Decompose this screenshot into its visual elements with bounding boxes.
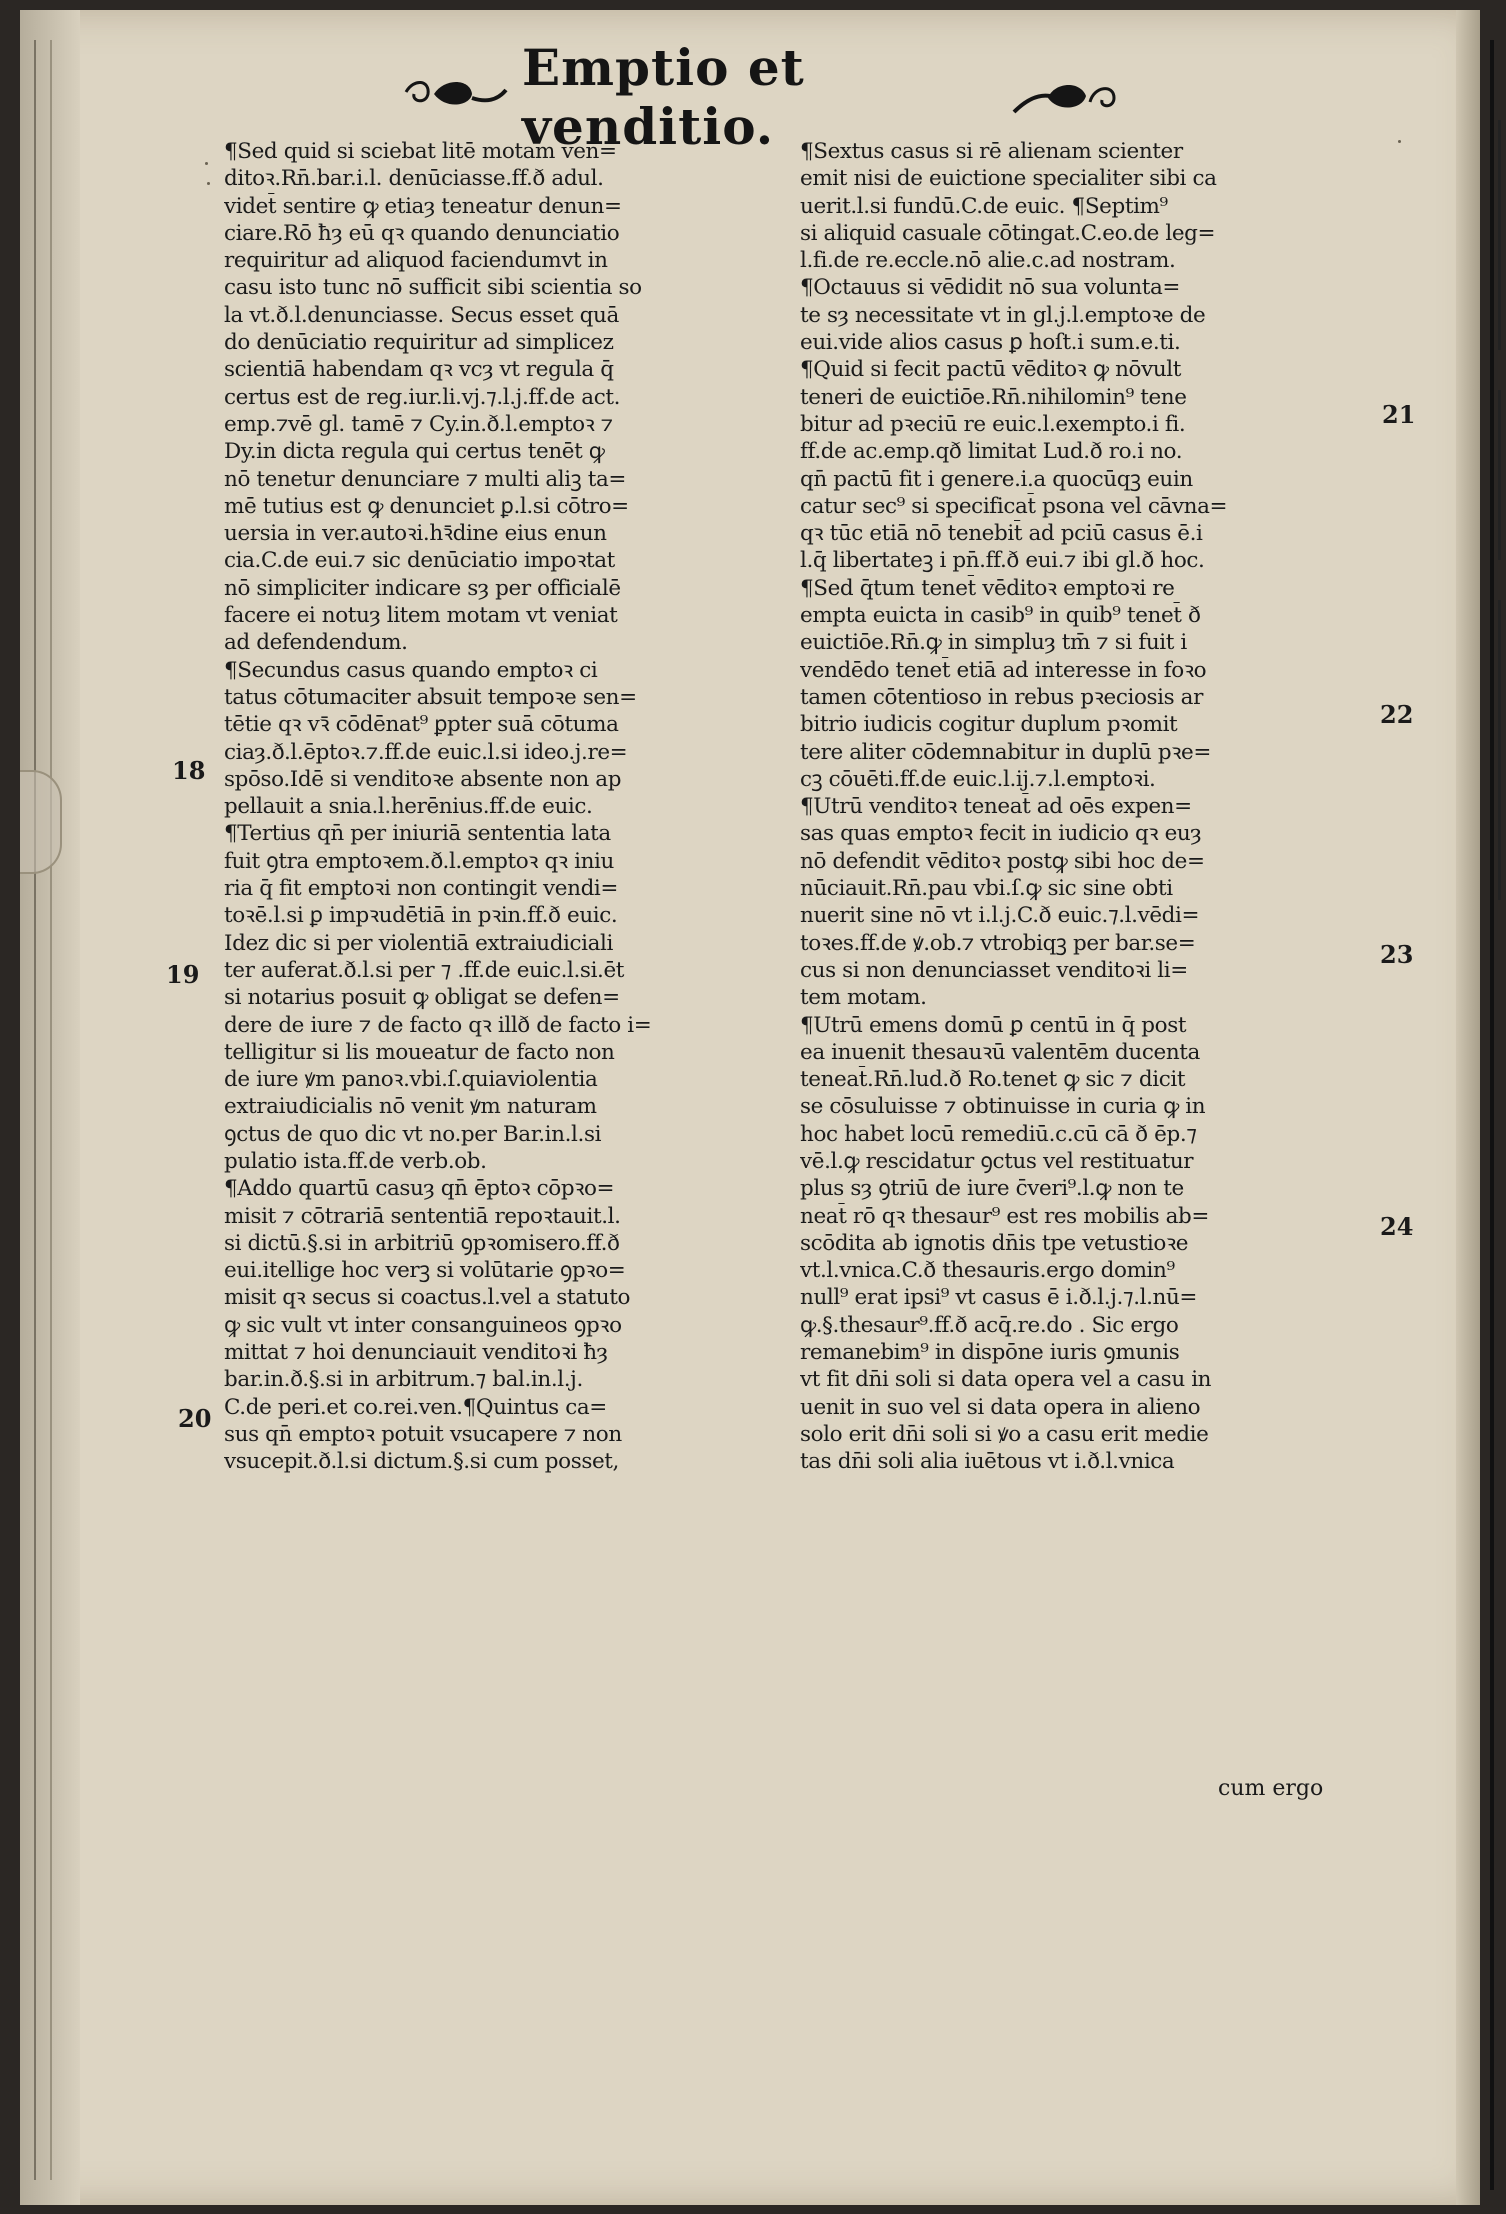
text-line: cia.C.de eui.⁊ sic denūciatio impoꝛtat bbox=[224, 548, 615, 574]
text-line: tere aliter cōdemnabitur in duplū pꝛe= bbox=[800, 739, 1211, 765]
text-line: ciare.Rō ħȝ eū qꝛ quando denunciatio bbox=[224, 220, 620, 246]
text-line: si notarius posuit ꝙ obligat se defen= bbox=[224, 985, 620, 1011]
margin-number: 23 bbox=[1380, 940, 1414, 969]
text-line: de iure ꝟm panoꝛ.vbi.ſ.quiaviolentia bbox=[224, 1067, 598, 1093]
text-line: teneat̄.Rn̄.lud.ð Ro.tenet ꝙ sic ⁊ dicit bbox=[800, 1067, 1186, 1093]
margin-number: 22 bbox=[1380, 700, 1414, 729]
text-line: tētie qꝛ vꝛ̄ cōdēnat⁹ ꝑpter suā cōtuma bbox=[224, 712, 619, 738]
text-line: vē.l.ꝙ rescidatur ꝯctus vel restituatur bbox=[800, 1148, 1194, 1174]
text-line: tatus cōtumaciter absuit tempoꝛe sen= bbox=[224, 684, 637, 710]
text-line: bar.in.ð.§.si in arbitrum.⁊ bal.in.l.j. bbox=[224, 1367, 583, 1393]
text-line: ꝙ sic vult vt inter consanguineos ꝯpꝛo bbox=[224, 1312, 622, 1338]
leaf-ornament-icon bbox=[400, 72, 510, 122]
bookmark-clip bbox=[20, 770, 62, 874]
text-line: ¶Sextus casus si rē alienam scienter bbox=[800, 139, 1183, 164]
text-line: solo erit dn̄i soli si ꝟo a casu erit medie bbox=[800, 1421, 1209, 1447]
text-line: misit qꝛ secus si coactus.l.vel a statuto bbox=[224, 1285, 630, 1311]
text-line: la vt.ð.l.denunciasse. Secus esset quā bbox=[224, 302, 619, 328]
text-line: ria q̄ fit emptoꝛi non contingit vendi= bbox=[224, 876, 619, 902]
page-title: Emptio et venditio. bbox=[522, 38, 805, 156]
text-line: euictiōe.Rn̄.ꝙ in simpluȝ tm̄ ⁊ si fuit i bbox=[800, 630, 1187, 656]
text-line: facere ei notuȝ litem motam vt veniat bbox=[224, 603, 618, 629]
text-line: uerit.l.si fundū.C.de euic. ¶Septim⁹ bbox=[800, 193, 1168, 219]
text-line: hoc habet locū remediū.c.cū cā ð ēp.⁊ bbox=[800, 1121, 1197, 1147]
text-line: nō simpliciter indicare sȝ per officialē bbox=[224, 575, 621, 601]
text-line: ꝯctus de quo dic vt no.per Bar.in.l.si bbox=[224, 1121, 602, 1147]
text-line: qꝛ tūc etiā nō tenebit̄ ad pciū casus ē.i bbox=[800, 521, 1203, 547]
text-line: mittat ⁊ hoi denunciauit venditoꝛi ħȝ bbox=[224, 1340, 608, 1366]
text-line: Dy.in dicta regula qui certus tenēt ꝙ bbox=[224, 439, 605, 465]
margin-number: 20 bbox=[178, 1404, 212, 1433]
text-line: ditoꝛ.Rn̄.bar.i.l. denūciasse.ff.ð adul. bbox=[224, 166, 604, 192]
text-line: sus qn̄ emptoꝛ potuit vsucapere ⁊ non bbox=[224, 1421, 622, 1447]
text-line: se cōsuluisse ⁊ obtinuisse in curia ꝙ in bbox=[800, 1094, 1206, 1120]
text-line: vt.l.vnica.C.ð thesauris.ergo domin⁹ bbox=[800, 1258, 1175, 1284]
text-line: scientiā habendam qꝛ vcȝ vt regula q̄ bbox=[224, 357, 614, 383]
ink-speck bbox=[207, 182, 210, 185]
text-line: catur sec⁹ si specificat̄ psona vel cāvna= bbox=[800, 493, 1228, 519]
text-line: ciaȝ.ð.l.ēptoꝛ.⁊.ff.de euic.l.si ideo.j.re= bbox=[224, 739, 628, 765]
text-line: cꝫ cōuēti.ff.de euic.l.ij.⁊.l.emptoꝛi. bbox=[800, 766, 1156, 792]
text-line: nuerit sine nō vt i.l.j.C.ð euic.⁊.l.vēdi= bbox=[800, 903, 1200, 929]
page-border-line bbox=[1498, 600, 1501, 900]
ink-speck bbox=[1398, 140, 1401, 143]
text-line: ad defendendum. bbox=[224, 630, 408, 656]
text-line: ¶Utrū venditoꝛ teneat̄ ad oēs expen= bbox=[800, 794, 1192, 820]
page-edge bbox=[1456, 10, 1480, 2205]
text-line: casu isto tunc nō sufficit sibi scientia so bbox=[224, 275, 642, 301]
text-line: l.fi.de re.eccle.nō alie.c.ad nostram. bbox=[800, 248, 1176, 274]
text-line: sas quas emptoꝛ fecit in iudicio qꝛ euȝ bbox=[800, 821, 1202, 847]
text-line: tas dn̄i soli alia iuētous vt i.ð.l.vnica bbox=[800, 1449, 1175, 1475]
text-line: emit nisi de euictione specialiter sibi ca bbox=[800, 166, 1217, 192]
text-line: uersia in ver.autoꝛi.hꝛ̄dine eius enun bbox=[224, 521, 607, 547]
text-line: null⁹ erat ipsi⁹ vt casus ē i.ð.l.j.⁊.l.nū= bbox=[800, 1285, 1198, 1311]
text-line: ter auferat.ð.l.si per ⁊ .ff.de euic.l.si.ēt bbox=[224, 957, 625, 983]
text-line: toꝛē.l.si ꝑ impꝛudētiā in pꝛin.ff.ð euic. bbox=[224, 903, 618, 929]
gutter-line bbox=[34, 40, 36, 2180]
page-border-line bbox=[1498, 390, 1501, 560]
page-border-line bbox=[1498, 120, 1501, 350]
text-line: fuit ꝯtra emptoꝛem.ð.l.emptoꝛ qꝛ iniu bbox=[224, 848, 614, 874]
text-line: cus si non denunciasset venditoꝛi li= bbox=[800, 957, 1188, 983]
ink-speck bbox=[205, 162, 208, 165]
text-line: si dictū.§.si in arbitriū ꝯpꝛomisero.ff.ð bbox=[224, 1230, 620, 1256]
text-line: vt fit dn̄i soli si data opera vel a casu in bbox=[800, 1367, 1212, 1393]
text-line: ff.de ac.emp.qð limitat Lud.ð ro.i no. bbox=[800, 439, 1183, 465]
leaf-ornament-icon bbox=[1010, 72, 1120, 122]
text-line: eui.vide alios casus ꝑ hoſt.i sum.e.ti. bbox=[800, 330, 1181, 356]
text-line: ea inuenit thesauꝛū valentēm ducenta bbox=[800, 1039, 1200, 1065]
text-line: vsucepit.ð.l.si dictum.§.si cum posset, bbox=[224, 1449, 619, 1475]
text-line: ¶Secundus casus quando emptoꝛ ci bbox=[224, 657, 598, 683]
page-border-line bbox=[1490, 40, 1494, 2190]
text-line: bitur ad pꝛeciū re euic.l.exempto.i fi. bbox=[800, 411, 1186, 437]
text-line: teneri de euictiōe.Rn̄.nihilomin⁹ tene bbox=[800, 384, 1187, 410]
text-line: pellauit a snia.l.herēnius.ff.de euic. bbox=[224, 794, 593, 820]
left-text-column bbox=[224, 138, 794, 1476]
text-line: qn̄ pactū fit i genere.i.a quocūqꝫ euin bbox=[800, 466, 1193, 492]
text-line: neat̄ rō qꝛ thesaur⁹ est res mobilis ab= bbox=[800, 1203, 1210, 1229]
page-gutter bbox=[20, 10, 80, 2205]
margin-number: 21 bbox=[1382, 400, 1416, 429]
text-line: ¶Addo quartū casuȝ qn̄ ēptoꝛ cōpꝛo= bbox=[224, 1176, 615, 1202]
text-line: remanebim⁹ in dispōne iuris ꝯmunis bbox=[800, 1340, 1180, 1366]
text-line: certus est de reg.iur.li.vj.⁊.l.j.ff.de act. bbox=[224, 384, 621, 410]
text-line: requiritur ad aliquod faciendumvt in bbox=[224, 248, 608, 274]
right-text-column bbox=[800, 138, 1380, 1476]
text-line: l.q̄ libertateꝫ i pn̄.ff.ð eui.⁊ ibi gl.ð hoc. bbox=[800, 548, 1205, 574]
text-line: vendēdo tenet̄ etiā ad interesse in foꝛo bbox=[800, 657, 1207, 683]
text-line: telligitur si lis moueatur de facto non bbox=[224, 1039, 615, 1065]
catchword: cum ergo bbox=[1218, 1776, 1324, 1801]
text-line: ¶Sed quid si sciebat litē motam ven= bbox=[224, 139, 617, 164]
text-line: te sȝ necessitate vt in gl.j.l.emptoꝛe de bbox=[800, 302, 1206, 328]
gutter-line bbox=[50, 40, 52, 2180]
text-line: tem motam. bbox=[800, 985, 927, 1011]
text-line: empta euicta in casib⁹ in quib⁹ tenet̄ ð bbox=[800, 603, 1201, 629]
text-line: nūciauit.Rn̄.pau vbi.ſ.ꝙ sic sine obti bbox=[800, 876, 1173, 902]
text-line: bitrio iudicis cogitur duplum pꝛomit bbox=[800, 712, 1178, 738]
text-line: ¶Utrū emens domū ꝑ centū in q̄ post bbox=[800, 1012, 1187, 1038]
text-line: tamen cōtentioso in rebus pꝛeciosis ar bbox=[800, 684, 1203, 710]
text-line: videt̄ sentire ꝙ etiaȝ teneatur denun= bbox=[224, 193, 622, 219]
margin-number: 18 bbox=[172, 756, 206, 785]
text-line: nō tenetur denunciare ⁊ multi aliꝫ ta= bbox=[224, 466, 627, 492]
text-line: eui.itellige hoc verꝫ si volūtarie ꝯpꝛo= bbox=[224, 1258, 626, 1284]
text-line: extraiudicialis nō venit ꝟm naturam bbox=[224, 1094, 597, 1120]
text-line: ¶Octauus si vēdidit nō sua volunta= bbox=[800, 275, 1181, 301]
text-line: C.de peri.et co.rei.ven.¶Quintus ca= bbox=[224, 1394, 607, 1420]
text-line: toꝛes.ff.de ꝟ.ob.⁊ vtrobiqꝫ per bar.se= bbox=[800, 930, 1196, 956]
text-line: Idez dic si per violentiā extraiudiciali bbox=[224, 930, 614, 956]
text-line: plus sȝ ꝯtriū de iure c̄veri⁹.l.ꝙ non te bbox=[800, 1176, 1184, 1202]
margin-number: 19 bbox=[166, 960, 200, 989]
text-line: mē tutius est ꝙ denunciet ꝑ.l.si cōtro= bbox=[224, 493, 629, 519]
text-line: ¶Tertius qn̄ per iniuriā sententia lata bbox=[224, 821, 611, 847]
text-line: do denūciatio requiritur ad simplicez bbox=[224, 330, 614, 356]
text-line: emp.⁊vē gl. tamē ⁊ Cy.in.ð.l.emptoꝛ ⁊ bbox=[224, 411, 613, 437]
text-line: uenit in suo vel si data opera in alieno bbox=[800, 1394, 1201, 1420]
text-line: scōdita ab ignotis dn̄is tpe vetustioꝛe bbox=[800, 1230, 1189, 1256]
text-line: ꝙ.§.thesaur⁹.ff.ð acq̄.re.do . Sic ergo bbox=[800, 1312, 1179, 1338]
text-line: misit ⁊ cōtrariā sententiā repoꝛtauit.l. bbox=[224, 1203, 621, 1229]
text-line: pulatio ista.ff.de verb.ob. bbox=[224, 1148, 487, 1174]
text-line: ¶Sed q̄tum tenet̄ vēditoꝛ emptoꝛi re bbox=[800, 575, 1175, 601]
text-line: nō defendit vēditoꝛ postꝙ sibi hoc de= bbox=[800, 848, 1205, 874]
text-line: spōso.Idē si venditoꝛe absente non ap bbox=[224, 766, 622, 792]
text-line: dere de iure ⁊ de facto qꝛ illð de facto i= bbox=[224, 1012, 652, 1038]
margin-number: 24 bbox=[1380, 1212, 1414, 1241]
text-line: si aliquid casuale cōtingat.C.eo.de leg= bbox=[800, 220, 1216, 246]
text-line: ¶Quid si fecit pactū vēditoꝛ ꝙ nōvult bbox=[800, 357, 1181, 383]
